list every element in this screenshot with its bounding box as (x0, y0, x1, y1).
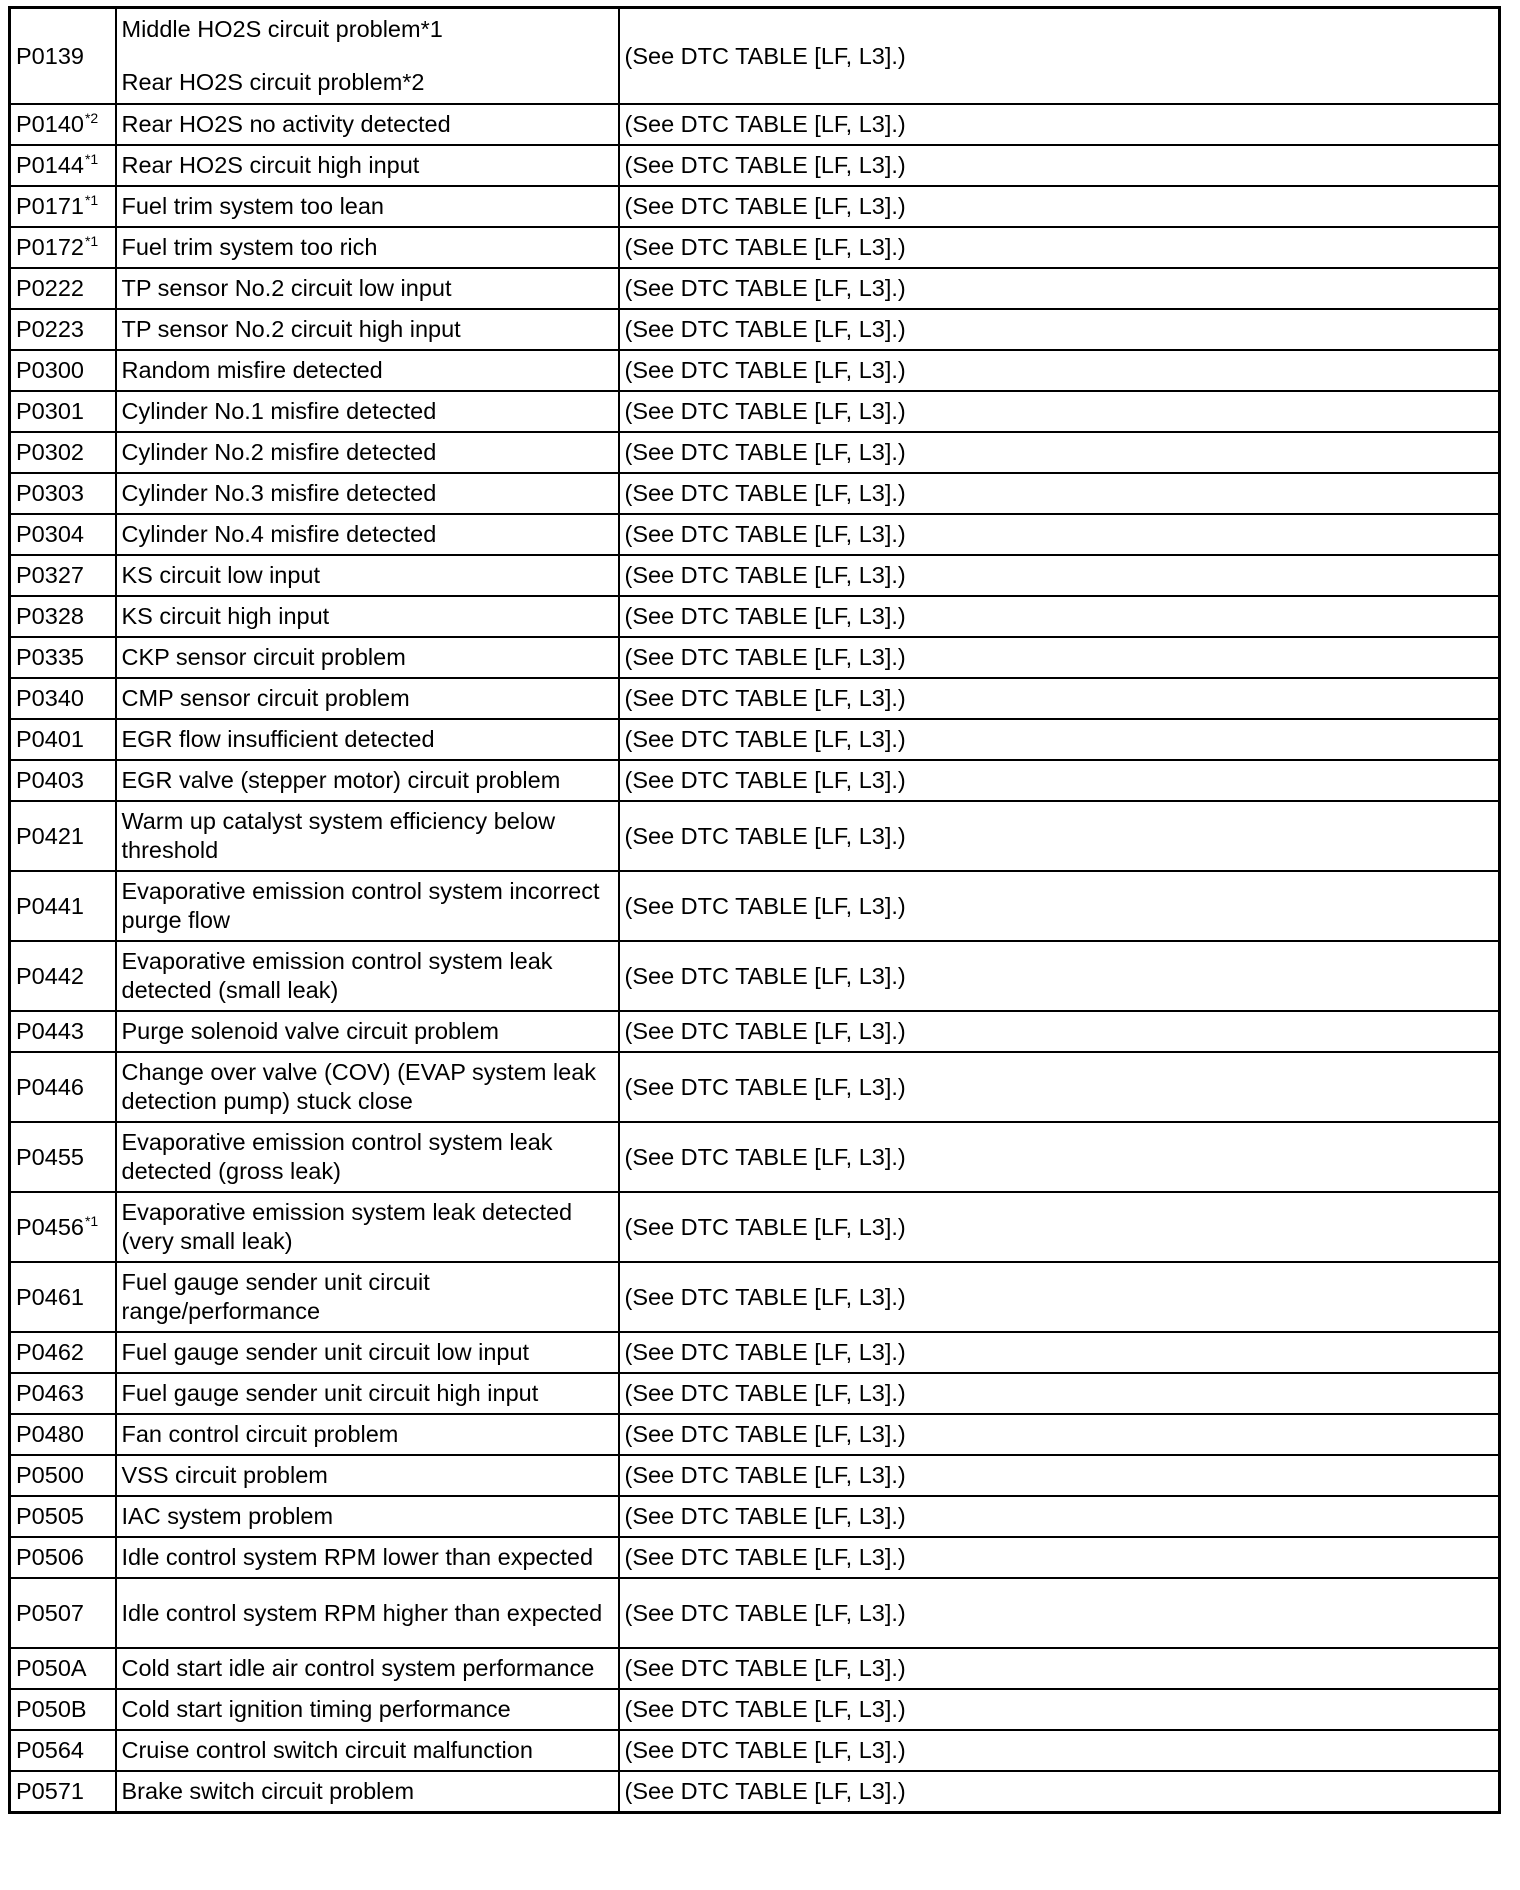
dtc-description-cell (116, 1455, 619, 1496)
dtc-code: P0403 (16, 767, 84, 793)
dtc-code: P0335 (16, 644, 84, 670)
dtc-description-cell (116, 1496, 619, 1537)
table-row (10, 678, 1500, 719)
dtc-description: Change over valve (COV) (EVAP system leak detection pump) stuck close (121, 1059, 597, 1114)
dtc-description: Fuel gauge sender unit circuit range/performance (121, 1269, 430, 1324)
dtc-description: Cylinder No.1 misfire detected (121, 398, 437, 424)
dtc-description-cell (116, 678, 619, 719)
dtc-description: KS circuit low input (121, 562, 321, 588)
dtc-description-cell (116, 1689, 619, 1730)
table-row (10, 1730, 1500, 1771)
dtc-description: Evaporative emission control system leak detected (small leak) (121, 948, 553, 1003)
dtc-description: CMP sensor circuit problem (121, 685, 410, 711)
dtc-description-cell (116, 555, 619, 596)
dtc-description: EGR flow insufficient detected (121, 726, 435, 752)
dtc-code-cell (10, 1578, 116, 1648)
dtc-code-cell (10, 1648, 116, 1689)
dtc-reference-link[interactable]: (See DTC TABLE [LF, L3].) (624, 1073, 906, 1100)
dtc-code-cell (10, 678, 116, 719)
dtc-reference-link[interactable]: (See DTC TABLE [LF, L3].) (624, 603, 906, 629)
dtc-reference-link[interactable]: (See DTC TABLE [LF, L3].) (624, 1213, 906, 1240)
dtc-reference-link[interactable]: (See DTC TABLE [LF, L3].) (624, 962, 906, 989)
dtc-reference-cell (619, 1373, 1500, 1414)
dtc-reference-cell (619, 432, 1500, 473)
dtc-description: Evaporative emission control system incorrect purge flow (121, 878, 600, 933)
dtc-reference-link[interactable]: (See DTC TABLE [LF, L3].) (624, 1143, 906, 1170)
dtc-code: P0140 (16, 111, 84, 137)
dtc-code-cell (10, 350, 116, 391)
dtc-description: Fuel gauge sender unit circuit low input (121, 1339, 530, 1365)
dtc-reference-cell (619, 1052, 1500, 1122)
dtc-code: P0456 (16, 1213, 84, 1240)
table-row (10, 801, 1500, 871)
table-row (10, 514, 1500, 555)
dtc-code-cell (10, 1496, 116, 1537)
dtc-description: Rear HO2S no activity detected (121, 111, 451, 137)
dtc-code-cell (10, 227, 116, 268)
dtc-description-cell (116, 309, 619, 350)
dtc-code-cell (10, 1332, 116, 1373)
dtc-code-cell (10, 1373, 116, 1414)
dtc-code: P0302 (16, 439, 84, 465)
table-row (10, 1052, 1500, 1122)
table-row (10, 1455, 1500, 1496)
dtc-reference-cell (619, 104, 1500, 145)
dtc-code-cell (10, 760, 116, 801)
dtc-description-cell (116, 719, 619, 760)
dtc-description-cell (116, 1730, 619, 1771)
dtc-reference-link[interactable]: (See DTC TABLE [LF, L3].) (624, 1696, 906, 1722)
dtc-code: P0500 (16, 1462, 84, 1488)
dtc-code: P0223 (16, 316, 84, 342)
dtc-description: Fuel gauge sender unit circuit high input (121, 1380, 539, 1406)
dtc-reference-link[interactable]: (See DTC TABLE [LF, L3].) (624, 275, 906, 301)
dtc-code-cell (10, 1011, 116, 1052)
dtc-reference-cell (619, 350, 1500, 391)
dtc-code: P0480 (16, 1421, 84, 1447)
dtc-reference-link[interactable]: (See DTC TABLE [LF, L3].) (624, 42, 906, 69)
dtc-reference-cell (619, 555, 1500, 596)
dtc-code-cell (10, 1771, 116, 1813)
dtc-description: Fan control circuit problem (121, 1421, 399, 1447)
dtc-reference-link[interactable]: (See DTC TABLE [LF, L3].) (624, 1421, 906, 1447)
dtc-code: P0401 (16, 726, 84, 752)
dtc-reference-cell (619, 309, 1500, 350)
dtc-code: P0171 (16, 193, 84, 219)
table-row (10, 719, 1500, 760)
table-row (10, 1373, 1500, 1414)
dtc-description-cell (116, 1373, 619, 1414)
dtc-reference-link[interactable]: (See DTC TABLE [LF, L3].) (624, 1778, 906, 1804)
table-row (10, 1011, 1500, 1052)
dtc-code-cell (10, 1455, 116, 1496)
dtc-code: P0421 (16, 822, 84, 849)
dtc-description-cell (116, 1537, 619, 1578)
table-row (10, 268, 1500, 309)
dtc-footnote-marker: *1 (84, 192, 99, 208)
dtc-description-cell (116, 1192, 619, 1262)
dtc-code-cell (10, 801, 116, 871)
dtc-reference-link[interactable]: (See DTC TABLE [LF, L3].) (624, 1503, 906, 1529)
dtc-code: P0222 (16, 275, 84, 301)
dtc-code-cell (10, 555, 116, 596)
table-row (10, 1771, 1500, 1813)
dtc-table (8, 6, 1501, 1814)
dtc-code: P0507 (16, 1599, 84, 1626)
dtc-reference-link[interactable]: (See DTC TABLE [LF, L3].) (624, 111, 906, 137)
table-row (10, 1332, 1500, 1373)
table-row (10, 760, 1500, 801)
dtc-description-cell (116, 350, 619, 391)
dtc-code-cell (10, 1122, 116, 1192)
dtc-reference-link[interactable]: (See DTC TABLE [LF, L3].) (624, 1380, 906, 1406)
dtc-code-cell (10, 1192, 116, 1262)
dtc-code: P0139 (16, 42, 84, 69)
dtc-code-cell (10, 1262, 116, 1332)
dtc-reference-cell (619, 1689, 1500, 1730)
table-row (10, 104, 1500, 145)
dtc-reference-link[interactable]: (See DTC TABLE [LF, L3].) (624, 1339, 906, 1365)
dtc-code: P0304 (16, 521, 84, 547)
dtc-description-cell (116, 473, 619, 514)
dtc-code-cell (10, 514, 116, 555)
table-row (10, 1496, 1500, 1537)
dtc-reference-cell (619, 391, 1500, 432)
dtc-code-cell (10, 186, 116, 227)
dtc-reference-link[interactable]: (See DTC TABLE [LF, L3].) (624, 1283, 906, 1310)
dtc-code-cell (10, 104, 116, 145)
dtc-description-cell (116, 186, 619, 227)
table-row (10, 555, 1500, 596)
table-row (10, 309, 1500, 350)
dtc-description-cell (116, 268, 619, 309)
dtc-description-cell (116, 8, 619, 105)
dtc-code-cell (10, 637, 116, 678)
dtc-code: P0455 (16, 1143, 84, 1170)
dtc-description: Cold start idle air control system performance (121, 1655, 595, 1681)
dtc-reference-link[interactable]: (See DTC TABLE [LF, L3].) (624, 726, 906, 752)
dtc-reference-cell (619, 596, 1500, 637)
dtc-description: KS circuit high input (121, 603, 330, 629)
dtc-description: Rear HO2S circuit high input (121, 152, 420, 178)
dtc-code: P050B (16, 1696, 87, 1722)
dtc-code: P0328 (16, 603, 84, 629)
dtc-description-cell (116, 1771, 619, 1813)
table-row (10, 186, 1500, 227)
dtc-reference-cell (619, 1455, 1500, 1496)
dtc-code-cell (10, 391, 116, 432)
dtc-description: Cylinder No.4 misfire detected (121, 521, 437, 547)
dtc-code-cell (10, 596, 116, 637)
dtc-code-cell (10, 941, 116, 1011)
dtc-reference-cell (619, 1332, 1500, 1373)
dtc-code-cell (10, 871, 116, 941)
dtc-reference-cell (619, 1011, 1500, 1052)
dtc-description-cell (116, 227, 619, 268)
dtc-description-cell (116, 1578, 619, 1648)
dtc-reference-cell (619, 268, 1500, 309)
dtc-description: Warm up catalyst system efficiency below threshold (121, 808, 556, 863)
dtc-reference-link[interactable]: (See DTC TABLE [LF, L3].) (624, 1018, 906, 1044)
dtc-table-body (10, 8, 1500, 1813)
dtc-description: Purge solenoid valve circuit problem (121, 1018, 499, 1044)
dtc-code-cell (10, 432, 116, 473)
dtc-reference-cell (619, 473, 1500, 514)
dtc-description-cell (116, 801, 619, 871)
dtc-code-cell (10, 473, 116, 514)
dtc-description-cell (116, 637, 619, 678)
table-row (10, 432, 1500, 473)
dtc-description-cell (116, 941, 619, 1011)
dtc-code: P0301 (16, 398, 84, 424)
dtc-reference-cell (619, 145, 1500, 186)
dtc-description: Middle HO2S circuit problem*1 (121, 16, 443, 42)
dtc-footnote-marker: *2 (84, 110, 99, 126)
dtc-code: P0300 (16, 357, 84, 383)
dtc-reference-cell (619, 227, 1500, 268)
table-row (10, 350, 1500, 391)
dtc-description-cell (116, 104, 619, 145)
table-row (10, 1537, 1500, 1578)
dtc-code: P0443 (16, 1018, 84, 1044)
dtc-code-cell (10, 1052, 116, 1122)
dtc-code-cell (10, 1689, 116, 1730)
dtc-description: Cylinder No.3 misfire detected (121, 480, 437, 506)
dtc-code: P050A (16, 1655, 87, 1681)
dtc-description-cell (116, 596, 619, 637)
dtc-description: TP sensor No.2 circuit high input (121, 316, 461, 342)
dtc-reference-link[interactable]: (See DTC TABLE [LF, L3].) (624, 521, 906, 547)
table-row (10, 1414, 1500, 1455)
table-row (10, 1648, 1500, 1689)
dtc-code-cell (10, 268, 116, 309)
dtc-reference-cell (619, 514, 1500, 555)
dtc-description: Cold start ignition timing performance (121, 1696, 511, 1722)
dtc-description: Cruise control switch circuit malfunction (121, 1737, 533, 1763)
dtc-description-cell (116, 1052, 619, 1122)
dtc-code-cell (10, 8, 116, 105)
table-row (10, 1578, 1500, 1648)
dtc-description: Brake switch circuit problem (121, 1778, 415, 1804)
dtc-code: P0144 (16, 152, 84, 178)
dtc-description: Cylinder No.2 misfire detected (121, 439, 437, 465)
table-row (10, 145, 1500, 186)
dtc-code: P0506 (16, 1544, 84, 1570)
dtc-description: Random misfire detected (121, 357, 383, 383)
dtc-reference-cell (619, 1730, 1500, 1771)
dtc-reference-cell (619, 871, 1500, 941)
dtc-reference-link[interactable]: (See DTC TABLE [LF, L3].) (624, 822, 906, 849)
dtc-description-cell (116, 432, 619, 473)
dtc-reference-cell (619, 1496, 1500, 1537)
dtc-code: P0340 (16, 685, 84, 711)
dtc-code-cell (10, 1537, 116, 1578)
dtc-reference-cell (619, 186, 1500, 227)
dtc-description: Fuel trim system too lean (121, 193, 385, 219)
dtc-code-cell (10, 1730, 116, 1771)
dtc-reference-cell (619, 678, 1500, 719)
dtc-reference-cell (619, 719, 1500, 760)
dtc-reference-link[interactable]: (See DTC TABLE [LF, L3].) (624, 685, 906, 711)
dtc-description-cell (116, 1648, 619, 1689)
dtc-description: Evaporative emission system leak detected (very small leak) (121, 1199, 573, 1254)
table-row (10, 1122, 1500, 1192)
dtc-reference-link[interactable]: (See DTC TABLE [LF, L3].) (624, 193, 906, 219)
dtc-code-cell (10, 145, 116, 186)
dtc-description-cell (116, 871, 619, 941)
table-row (10, 473, 1500, 514)
dtc-reference-cell (619, 1192, 1500, 1262)
dtc-description: TP sensor No.2 circuit low input (121, 275, 452, 301)
dtc-description-alt: Rear HO2S circuit problem*2 (121, 69, 425, 95)
dtc-description: VSS circuit problem (121, 1462, 328, 1488)
dtc-reference-link[interactable]: (See DTC TABLE [LF, L3].) (624, 767, 906, 793)
dtc-reference-link[interactable]: (See DTC TABLE [LF, L3].) (624, 398, 906, 424)
dtc-code: P0463 (16, 1380, 84, 1406)
dtc-reference-cell (619, 1578, 1500, 1648)
dtc-code: P0446 (16, 1073, 84, 1100)
dtc-description-cell (116, 1332, 619, 1373)
dtc-reference-link[interactable]: (See DTC TABLE [LF, L3].) (624, 480, 906, 506)
dtc-reference-link[interactable]: (See DTC TABLE [LF, L3].) (624, 234, 906, 260)
dtc-description-cell (116, 1262, 619, 1332)
dtc-code-cell (10, 719, 116, 760)
dtc-reference-link[interactable]: (See DTC TABLE [LF, L3].) (624, 644, 906, 670)
table-row (10, 1192, 1500, 1262)
dtc-reference-link[interactable]: (See DTC TABLE [LF, L3].) (624, 439, 906, 465)
dtc-reference-link[interactable]: (See DTC TABLE [LF, L3].) (624, 357, 906, 383)
dtc-footnote-marker: *1 (84, 1212, 99, 1229)
dtc-reference-link[interactable]: (See DTC TABLE [LF, L3].) (624, 1462, 906, 1488)
dtc-footnote-marker: *1 (84, 151, 99, 167)
dtc-reference-link[interactable]: (See DTC TABLE [LF, L3].) (624, 892, 906, 919)
dtc-description-cell (116, 760, 619, 801)
dtc-reference-cell (619, 801, 1500, 871)
dtc-reference-link[interactable]: (See DTC TABLE [LF, L3].) (624, 1737, 906, 1763)
dtc-description: Fuel trim system too rich (121, 234, 378, 260)
dtc-code-cell (10, 1414, 116, 1455)
dtc-description: Idle control system RPM lower than expected (121, 1544, 594, 1570)
dtc-code: P0442 (16, 962, 84, 989)
dtc-reference-cell (619, 1771, 1500, 1813)
table-row (10, 637, 1500, 678)
dtc-footnote-marker: *1 (84, 233, 99, 249)
dtc-code: P0441 (16, 892, 84, 919)
dtc-code: P0461 (16, 1283, 84, 1310)
dtc-description-cell (116, 145, 619, 186)
dtc-code: P0462 (16, 1339, 84, 1365)
dtc-reference-cell (619, 1648, 1500, 1689)
dtc-description-cell (116, 1122, 619, 1192)
dtc-reference-cell (619, 941, 1500, 1011)
dtc-description-cell (116, 1414, 619, 1455)
dtc-code: P0303 (16, 480, 84, 506)
dtc-description: IAC system problem (121, 1503, 334, 1529)
dtc-reference-link[interactable]: (See DTC TABLE [LF, L3].) (624, 1599, 906, 1626)
table-row (10, 1262, 1500, 1332)
table-row (10, 8, 1500, 105)
dtc-code: P0327 (16, 562, 84, 588)
dtc-reference-link[interactable]: (See DTC TABLE [LF, L3].) (624, 562, 906, 588)
dtc-reference-cell (619, 637, 1500, 678)
dtc-description: EGR valve (stepper motor) circuit problem (121, 767, 561, 793)
dtc-code: P0505 (16, 1503, 84, 1529)
dtc-reference-cell (619, 760, 1500, 801)
dtc-description: Evaporative emission control system leak detected (gross leak) (121, 1129, 553, 1184)
dtc-reference-cell (619, 1414, 1500, 1455)
dtc-reference-cell (619, 1262, 1500, 1332)
dtc-description-cell (116, 391, 619, 432)
dtc-reference-cell (619, 1122, 1500, 1192)
dtc-description-cell (116, 1011, 619, 1052)
dtc-code: P0172 (16, 234, 84, 260)
table-row (10, 596, 1500, 637)
dtc-reference-link[interactable]: (See DTC TABLE [LF, L3].) (624, 152, 906, 178)
table-row (10, 227, 1500, 268)
dtc-reference-cell (619, 8, 1500, 105)
dtc-reference-link[interactable]: (See DTC TABLE [LF, L3].) (624, 1655, 906, 1681)
dtc-code: P0571 (16, 1778, 84, 1804)
table-row (10, 391, 1500, 432)
table-row (10, 871, 1500, 941)
dtc-description-cell (116, 514, 619, 555)
table-row (10, 941, 1500, 1011)
dtc-reference-cell (619, 1537, 1500, 1578)
table-row (10, 1689, 1500, 1730)
dtc-reference-link[interactable]: (See DTC TABLE [LF, L3].) (624, 1544, 906, 1570)
dtc-reference-link[interactable]: (See DTC TABLE [LF, L3].) (624, 316, 906, 342)
dtc-description: Idle control system RPM higher than expected (121, 1599, 603, 1626)
dtc-code: P0564 (16, 1737, 84, 1763)
dtc-code-cell (10, 309, 116, 350)
dtc-description: CKP sensor circuit problem (121, 644, 406, 670)
